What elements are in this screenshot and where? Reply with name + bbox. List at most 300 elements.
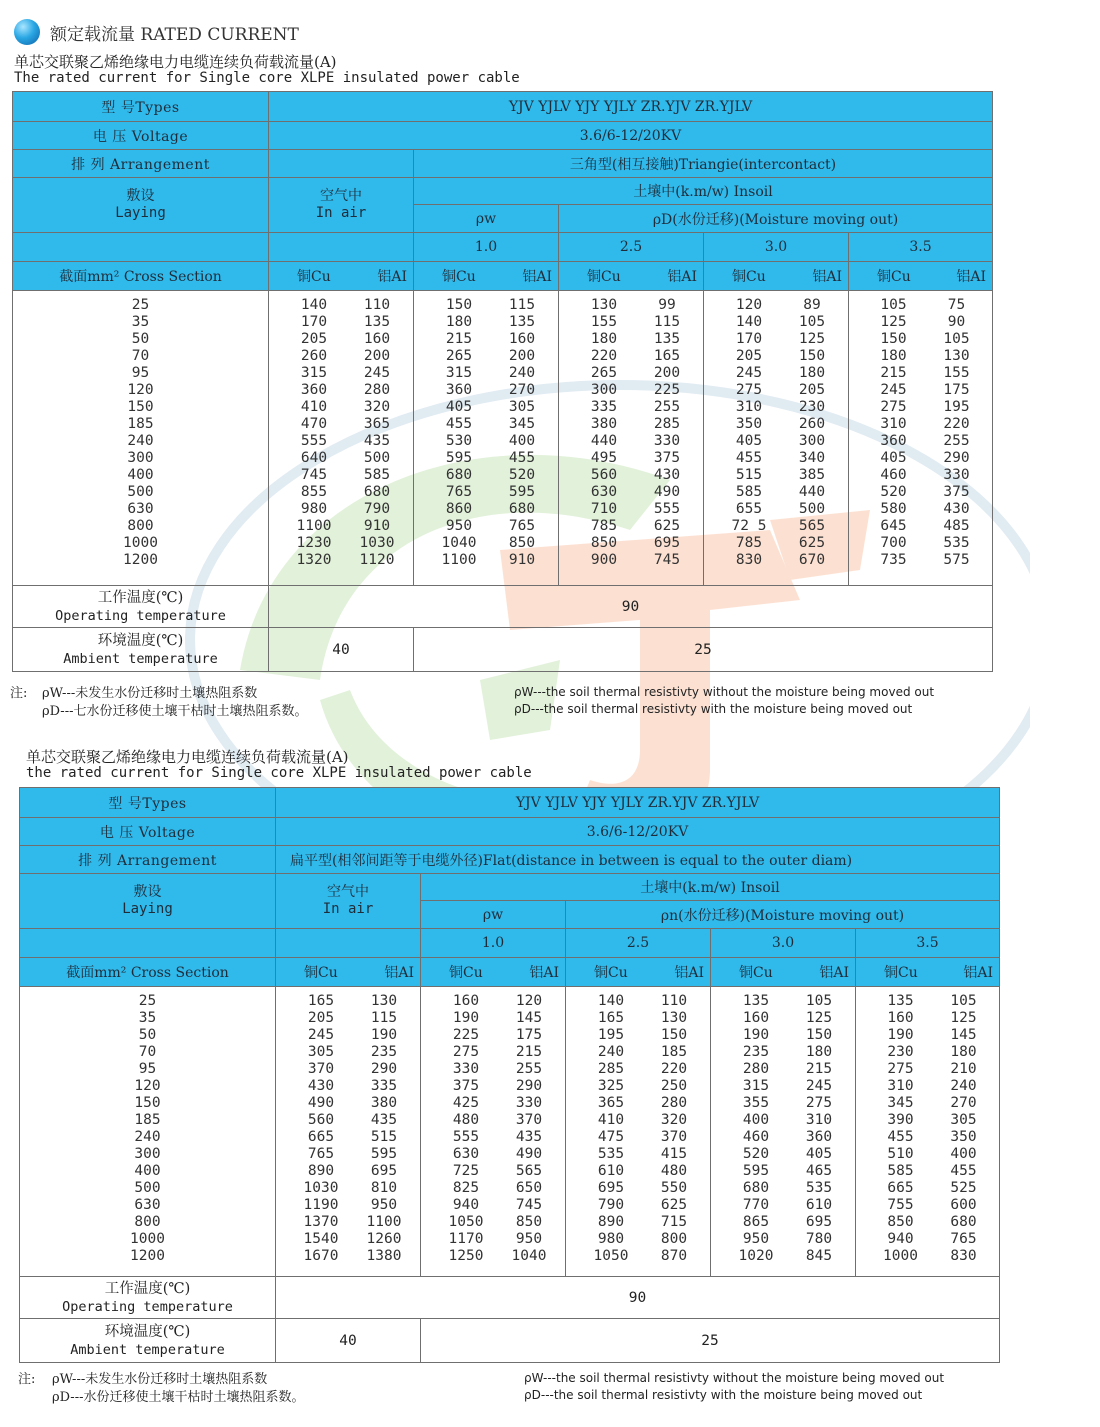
cu-current-value: 230 <box>887 1044 914 1060</box>
al-current-value: 780 <box>805 1231 833 1247</box>
resist-blank-2 <box>276 929 421 958</box>
cu-current-value: 440 <box>590 433 618 449</box>
cu-current-value: 225 <box>452 1027 480 1043</box>
al-current-value: 280 <box>660 1095 688 1111</box>
cross-section-value: 240 <box>127 433 154 449</box>
cu-current-value: 205 <box>300 331 328 347</box>
al-current-value: 330 <box>653 433 681 449</box>
al-current-value: 90 <box>947 314 966 330</box>
al-current-value: 625 <box>798 535 826 551</box>
al-current-value: 405 <box>805 1146 833 1162</box>
arrangement-blank <box>269 150 414 178</box>
al-current-value: 200 <box>653 365 681 381</box>
cu-current-value: 560 <box>307 1112 335 1128</box>
table-title-cn: 单芯交联聚乙烯绝缘电力电缆连续负荷载流量(A) <box>14 53 337 71</box>
cu-current-value: 300 <box>590 382 618 398</box>
cu-current-value: 330 <box>452 1061 480 1077</box>
cu-current-value: 520 <box>742 1146 770 1162</box>
al-current-value: 330 <box>515 1095 543 1111</box>
al-current-value: 130 <box>370 993 398 1009</box>
al-current-value: 255 <box>515 1061 543 1077</box>
al-current-value: 125 <box>805 1010 833 1026</box>
footnote-en: ρW---the soil thermal resistivty without the moisture being moved out ρD---the soil thermal resistivty with the moisture being moved out <box>514 685 935 716</box>
cross-section-label: 截面mm² Cross Section <box>20 958 276 987</box>
cu-current-value: 310 <box>887 1078 914 1094</box>
cu-current-value: 665 <box>887 1180 914 1196</box>
al-current-value: 430 <box>653 467 681 483</box>
cu-current-value: 120 <box>735 297 763 313</box>
al-current-value: 120 <box>515 993 543 1009</box>
arrangement-value: 扁平型(相邻间距等于电缆外径)Flat(distance in between is equal to the outer diam) <box>276 846 1000 874</box>
cu-current-value: 360 <box>300 382 328 398</box>
operating-temp-value: 90 <box>269 586 993 628</box>
al-current-value: 625 <box>660 1197 688 1213</box>
cu-current-value: 310 <box>735 399 763 415</box>
al-current-value: 535 <box>805 1180 833 1196</box>
al-current-value: 135 <box>363 314 391 330</box>
al-current-value: 200 <box>363 348 391 364</box>
al-current-value: 385 <box>798 467 826 483</box>
cu-current-value: 495 <box>590 450 618 466</box>
al-current-value: 75 <box>947 297 966 313</box>
cu-current-value: 950 <box>742 1231 770 1247</box>
cu-current-value: 170 <box>300 314 328 330</box>
cu-current-value: 830 <box>735 552 763 568</box>
al-current-value: 1030 <box>359 535 395 551</box>
cross-section-value: 1000 <box>123 535 158 551</box>
resistivity-4: 3.5 <box>856 929 1000 958</box>
footnote-en: ρW---the soil thermal resistivty without the moisture being moved out ρD---the soil thermal resistivty with the moisture being moved out <box>524 1371 945 1402</box>
cross-section-value: 240 <box>134 1129 161 1145</box>
cu-current-value: 770 <box>742 1197 770 1213</box>
al-current-value: 290 <box>515 1078 543 1094</box>
rated-current-table-triangle <box>12 91 993 672</box>
al-current-value: 210 <box>950 1061 977 1077</box>
cu-current-value: 150 <box>445 297 473 313</box>
cu-current-value: 360 <box>880 433 907 449</box>
al-current-value: 345 <box>508 416 536 432</box>
al-current-value: 490 <box>515 1146 543 1162</box>
types-value: YJV YJLV YJY YJLY ZR.YJV ZR.YJLV <box>269 92 993 122</box>
al-current-value: 290 <box>943 450 970 466</box>
cu-current-value: 140 <box>735 314 763 330</box>
al-current-value: 370 <box>515 1112 543 1128</box>
cu-al-header: 铜Cu 铝AI <box>856 958 1000 987</box>
cu-current-value: 510 <box>887 1146 914 1162</box>
laying-label: 敷设 Laying <box>13 178 269 233</box>
cu-current-value: 1000 <box>883 1248 918 1264</box>
al-current-value: 105 <box>950 993 977 1009</box>
cu-current-value: 240 <box>597 1044 625 1060</box>
cu-current-value: 215 <box>445 331 473 347</box>
table-title-cn: 单芯交联聚乙烯绝缘电力电缆连续负荷载流量(A) <box>26 748 349 766</box>
al-current-value: 950 <box>370 1197 398 1213</box>
al-current-value: 455 <box>508 450 536 466</box>
al-current-value: 185 <box>660 1044 688 1060</box>
cu-current-value: 940 <box>887 1231 914 1247</box>
cross-section-value: 70 <box>131 348 150 364</box>
cross-section-value: 25 <box>131 297 150 313</box>
cu-al-header: 铜Cu 铝AI <box>421 958 566 987</box>
al-current-value: 435 <box>363 433 391 449</box>
cu-current-value: 275 <box>452 1044 480 1060</box>
cu-al-header: 铜Cu 铝AI <box>276 958 421 987</box>
cu-al-header: 铜Cu 铝AI <box>711 958 856 987</box>
types-label: 型 号Types <box>20 788 276 818</box>
cu-current-value: 1050 <box>448 1214 484 1230</box>
cu-current-value: 425 <box>452 1095 480 1111</box>
al-current-value: 650 <box>515 1180 543 1196</box>
al-current-value: 440 <box>798 484 826 500</box>
cu-current-value: 535 <box>597 1146 625 1162</box>
al-current-value: 365 <box>363 416 391 432</box>
cu-current-value: 1540 <box>303 1231 339 1247</box>
cu-current-value: 610 <box>597 1163 625 1179</box>
al-current-value: 180 <box>798 365 826 381</box>
al-current-value: 490 <box>653 484 681 500</box>
cu-current-value: 350 <box>735 416 763 432</box>
page-heading <box>14 16 299 48</box>
al-current-value: 300 <box>798 433 826 449</box>
al-current-value: 1040 <box>511 1248 547 1264</box>
cu-current-value: 530 <box>445 433 473 449</box>
cu-current-value: 165 <box>597 1010 625 1026</box>
al-current-value: 240 <box>950 1078 977 1094</box>
cu-current-value: 315 <box>445 365 473 381</box>
al-current-value: 375 <box>653 450 681 466</box>
current-values-air <box>276 987 421 1277</box>
al-current-value: 225 <box>653 382 681 398</box>
cross-section-value: 50 <box>138 1027 157 1043</box>
cu-current-value: 220 <box>590 348 618 364</box>
rho-w-label: ρw <box>421 901 566 929</box>
al-current-value: 255 <box>943 433 970 449</box>
cu-current-value: 245 <box>735 365 763 381</box>
al-current-value: 115 <box>370 1010 398 1026</box>
resist-blank-2 <box>269 233 414 262</box>
cross-section-value: 400 <box>127 467 154 483</box>
al-current-value: 205 <box>798 382 826 398</box>
cu-current-value: 455 <box>445 416 473 432</box>
cu-al-header: 铜Cu 铝AI <box>414 262 559 291</box>
al-current-value: 340 <box>798 450 826 466</box>
cu-current-value: 245 <box>307 1027 335 1043</box>
resistivity-3: 3.0 <box>704 233 849 262</box>
al-current-value: 745 <box>515 1197 543 1213</box>
al-current-value: 105 <box>943 331 970 347</box>
section-values <box>20 987 276 1277</box>
cu-current-value: 765 <box>445 484 473 500</box>
current-values-rho-3 <box>704 291 849 586</box>
insoil-label: 土壤中(k.m/w) Insoil <box>414 178 993 205</box>
current-values-rho-4 <box>849 291 993 586</box>
al-current-value: 950 <box>515 1231 543 1247</box>
al-current-value: 485 <box>943 518 970 534</box>
al-current-value: 515 <box>370 1129 398 1145</box>
cu-current-value: 595 <box>445 450 473 466</box>
ambient-temp-soil: 25 <box>414 628 993 672</box>
resistivity-2: 2.5 <box>566 929 711 958</box>
cu-current-value: 695 <box>597 1180 625 1196</box>
page-heading-text: 额定载流量 RATED CURRENT <box>50 24 299 45</box>
cu-current-value: 1050 <box>593 1248 629 1264</box>
al-current-value: 500 <box>363 450 391 466</box>
cu-al-header: 铜Cu 铝AI <box>849 262 993 291</box>
cu-current-value: 190 <box>887 1027 914 1043</box>
current-values-rho-2 <box>559 291 704 586</box>
cu-current-value: 1100 <box>296 518 332 534</box>
footnote-cn: 注: ρW---未发生水份迁移时土壤热阻系数 ρD---七水份迁移使土壤干枯时土壤热阻系数。 <box>10 686 308 719</box>
cu-current-value: 315 <box>742 1078 770 1094</box>
al-current-value: 535 <box>943 535 970 551</box>
cu-current-value: 630 <box>452 1146 480 1162</box>
cu-current-value: 455 <box>735 450 763 466</box>
types-value: YJV YJLV YJY YJLY ZR.YJV ZR.YJLV <box>276 788 1000 818</box>
cu-al-header: 铜Cu 铝AI <box>566 958 711 987</box>
cross-section-value: 50 <box>131 331 150 347</box>
cu-current-value: 640 <box>300 450 328 466</box>
cu-current-value: 365 <box>597 1095 625 1111</box>
al-current-value: 160 <box>508 331 536 347</box>
current-values-rho-3 <box>711 987 856 1277</box>
cu-current-value: 160 <box>887 1010 914 1026</box>
al-current-value: 455 <box>950 1163 977 1179</box>
cu-current-value: 125 <box>880 314 907 330</box>
cu-current-value: 405 <box>735 433 763 449</box>
cu-current-value: 850 <box>590 535 618 551</box>
cu-current-value: 665 <box>307 1129 335 1145</box>
al-current-value: 145 <box>515 1010 543 1026</box>
al-current-value: 305 <box>508 399 536 415</box>
al-current-value: 555 <box>653 501 681 517</box>
cu-current-value: 470 <box>300 416 328 432</box>
cu-current-value: 460 <box>880 467 907 483</box>
al-current-value: 270 <box>950 1095 977 1111</box>
cu-current-value: 360 <box>445 382 473 398</box>
cu-current-value: 180 <box>445 314 473 330</box>
al-current-value: 765 <box>508 518 536 534</box>
al-current-value: 520 <box>508 467 536 483</box>
cu-current-value: 260 <box>300 348 328 364</box>
al-current-value: 125 <box>798 331 826 347</box>
al-current-value: 500 <box>798 501 826 517</box>
resist-blank-1 <box>13 233 269 262</box>
al-current-value: 260 <box>798 416 826 432</box>
ambient-temp-air: 40 <box>276 1319 421 1363</box>
al-current-value: 715 <box>660 1214 688 1230</box>
cu-current-value: 860 <box>445 501 473 517</box>
cu-current-value: 1030 <box>303 1180 339 1196</box>
cu-current-value: 315 <box>300 365 328 381</box>
cu-current-value: 180 <box>880 348 907 364</box>
cu-al-header: 铜Cu 铝AI <box>704 262 849 291</box>
cu-current-value: 165 <box>307 993 335 1009</box>
al-current-value: 145 <box>950 1027 977 1043</box>
al-current-value: 575 <box>943 552 970 568</box>
cu-current-value: 170 <box>735 331 763 347</box>
cross-section-value: 800 <box>134 1214 161 1230</box>
current-values-rho-4 <box>856 987 1000 1277</box>
operating-temp-label: 工作温度(℃) Operating temperature <box>13 586 269 628</box>
al-current-value: 465 <box>805 1163 833 1179</box>
cu-current-value: 980 <box>597 1231 625 1247</box>
operating-temp-label: 工作温度(℃) Operating temperature <box>20 1277 276 1319</box>
cu-current-value: 405 <box>880 450 907 466</box>
al-current-value: 220 <box>943 416 970 432</box>
al-current-value: 435 <box>370 1112 398 1128</box>
cu-current-value: 410 <box>597 1112 625 1128</box>
al-current-value: 320 <box>363 399 391 415</box>
al-current-value: 845 <box>805 1248 833 1264</box>
bullet-ball-icon <box>14 19 40 45</box>
cu-current-value: 345 <box>887 1095 914 1111</box>
cu-current-value: 645 <box>880 518 907 534</box>
cu-current-value: 310 <box>880 416 907 432</box>
al-current-value: 215 <box>515 1044 543 1060</box>
cu-current-value: 710 <box>590 501 618 517</box>
cu-current-value: 900 <box>590 552 618 568</box>
cross-section-value: 95 <box>131 365 150 381</box>
ambient-temp-label: 环境温度(℃) Ambient temperature <box>13 628 269 672</box>
cu-current-value: 215 <box>880 365 907 381</box>
cu-current-value: 700 <box>880 535 907 551</box>
cu-current-value: 585 <box>735 484 763 500</box>
cross-section-value: 500 <box>127 484 154 500</box>
al-current-value: 800 <box>660 1231 688 1247</box>
cu-current-value: 1040 <box>441 535 477 551</box>
al-current-value: 400 <box>950 1146 977 1162</box>
cu-current-value: 135 <box>742 993 770 1009</box>
laying-label: 敷设 Laying <box>20 874 276 929</box>
al-current-value: 765 <box>950 1231 977 1247</box>
al-current-value: 435 <box>515 1129 543 1145</box>
resistivity-2: 2.5 <box>559 233 704 262</box>
cross-section-label: 截面mm² Cross Section <box>13 262 269 291</box>
cu-current-value: 680 <box>742 1180 770 1196</box>
al-current-value: 150 <box>798 348 826 364</box>
al-current-value: 695 <box>653 535 681 551</box>
al-current-value: 430 <box>943 501 970 517</box>
cu-current-value: 380 <box>590 416 618 432</box>
cu-current-value: 305 <box>307 1044 335 1060</box>
al-current-value: 180 <box>950 1044 977 1060</box>
current-values-air <box>269 291 414 586</box>
section-values <box>13 291 269 586</box>
cross-section-value: 500 <box>134 1180 161 1196</box>
al-current-value: 290 <box>370 1061 398 1077</box>
cu-current-value: 180 <box>590 331 618 347</box>
al-current-value: 1260 <box>366 1231 402 1247</box>
cu-current-value: 265 <box>445 348 473 364</box>
cu-current-value: 790 <box>597 1197 625 1213</box>
al-current-value: 175 <box>515 1027 543 1043</box>
al-current-value: 625 <box>653 518 681 534</box>
cu-current-value: 72 5 <box>731 518 767 534</box>
al-current-value: 175 <box>943 382 970 398</box>
cu-current-value: 335 <box>590 399 618 415</box>
cu-current-value: 150 <box>880 331 907 347</box>
cu-current-value: 515 <box>735 467 763 483</box>
al-current-value: 400 <box>508 433 536 449</box>
cross-section-value: 150 <box>134 1095 161 1111</box>
cu-current-value: 355 <box>742 1095 770 1111</box>
al-current-value: 195 <box>943 399 970 415</box>
voltage-label: 电 压 Voltage <box>20 818 276 846</box>
cu-current-value: 940 <box>452 1197 480 1213</box>
al-current-value: 320 <box>660 1112 688 1128</box>
al-current-value: 595 <box>508 484 536 500</box>
al-current-value: 130 <box>660 1010 688 1026</box>
al-current-value: 695 <box>805 1214 833 1230</box>
al-current-value: 180 <box>805 1044 833 1060</box>
cu-current-value: 325 <box>597 1078 625 1094</box>
cu-current-value: 1230 <box>296 535 332 551</box>
cross-section-value: 25 <box>138 993 157 1009</box>
cu-current-value: 140 <box>597 993 625 1009</box>
current-values-rho-1 <box>414 291 559 586</box>
current-values-rho-1 <box>421 987 566 1277</box>
cu-current-value: 680 <box>445 467 473 483</box>
cu-current-value: 410 <box>300 399 328 415</box>
al-current-value: 155 <box>943 365 970 381</box>
cu-current-value: 1320 <box>296 552 332 568</box>
al-current-value: 230 <box>798 399 826 415</box>
cu-current-value: 765 <box>307 1146 335 1162</box>
al-current-value: 310 <box>805 1112 833 1128</box>
al-current-value: 680 <box>363 484 391 500</box>
cu-current-value: 630 <box>590 484 618 500</box>
cu-current-value: 160 <box>452 993 480 1009</box>
table-title-en: The rated current for Single core XLPE insulated power cable <box>14 70 520 86</box>
al-current-value: 245 <box>363 365 391 381</box>
al-current-value: 115 <box>653 314 681 330</box>
al-current-value: 380 <box>370 1095 398 1111</box>
al-current-value: 335 <box>370 1078 398 1094</box>
al-current-value: 745 <box>653 552 681 568</box>
cu-current-value: 745 <box>300 467 328 483</box>
cu-current-value: 370 <box>307 1061 335 1077</box>
cu-current-value: 160 <box>742 1010 770 1026</box>
al-current-value: 480 <box>660 1163 688 1179</box>
al-current-value: 670 <box>798 552 826 568</box>
cu-current-value: 980 <box>300 501 328 517</box>
arrangement-value: 三角型(相互接触)Triangie(intercontact) <box>414 150 993 178</box>
al-current-value: 850 <box>508 535 536 551</box>
al-current-value: 1120 <box>359 552 395 568</box>
cu-current-value: 1190 <box>303 1197 339 1213</box>
cu-current-value: 490 <box>307 1095 335 1111</box>
cu-current-value: 555 <box>452 1129 480 1145</box>
cu-current-value: 785 <box>590 518 618 534</box>
cu-current-value: 1170 <box>448 1231 484 1247</box>
al-current-value: 135 <box>653 331 681 347</box>
cu-current-value: 375 <box>452 1078 480 1094</box>
al-current-value: 870 <box>660 1248 688 1264</box>
al-current-value: 360 <box>805 1129 833 1145</box>
al-current-value: 585 <box>363 467 391 483</box>
al-current-value: 1100 <box>366 1214 402 1230</box>
cu-current-value: 855 <box>300 484 328 500</box>
al-current-value: 125 <box>950 1010 977 1026</box>
al-current-value: 415 <box>660 1146 688 1162</box>
al-current-value: 135 <box>508 314 536 330</box>
cu-current-value: 585 <box>887 1163 914 1179</box>
insoil-label: 土壤中(k.m/w) Insoil <box>421 874 1000 901</box>
cu-current-value: 285 <box>597 1061 625 1077</box>
cu-current-value: 105 <box>880 297 907 313</box>
al-current-value: 215 <box>805 1061 833 1077</box>
al-current-value: 305 <box>950 1112 977 1128</box>
